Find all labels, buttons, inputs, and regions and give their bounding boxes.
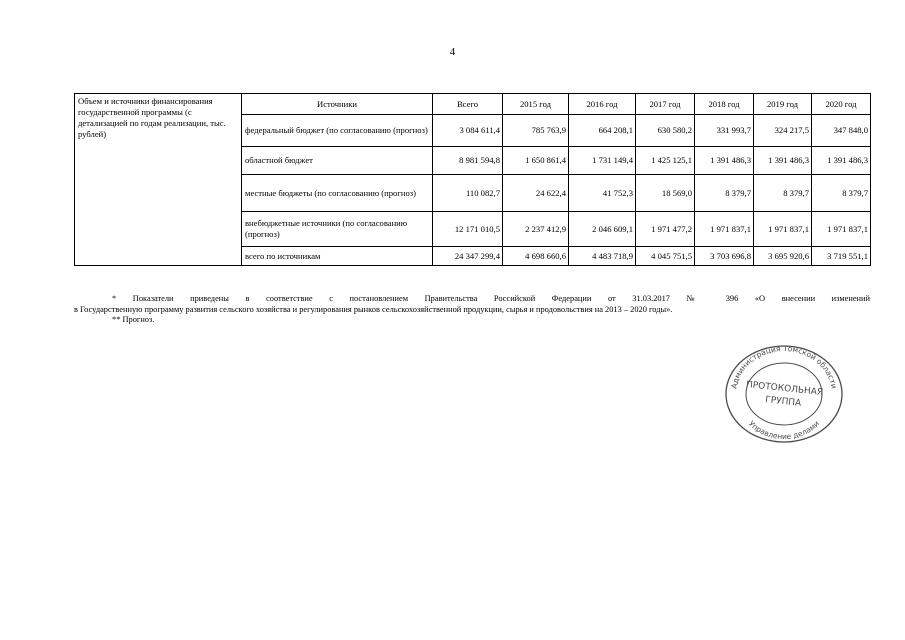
value-cell: 110 082,7 bbox=[433, 175, 503, 212]
page-number: 4 bbox=[449, 46, 456, 58]
value-cell: 4 483 718,9 bbox=[569, 247, 636, 266]
value-cell: 2 046 609,1 bbox=[569, 212, 636, 247]
value-cell: 2 237 412,9 bbox=[503, 212, 569, 247]
value-cell: 347 848,0 bbox=[812, 115, 871, 147]
source-cell: всего по источникам bbox=[242, 247, 433, 266]
value-cell: 18 569,0 bbox=[636, 175, 695, 212]
stamp-outer-top-text: Администрация Томской области bbox=[729, 344, 839, 390]
stamp-center-line-2: ГРУППА bbox=[764, 395, 802, 409]
value-cell: 4 045 751,5 bbox=[636, 247, 695, 266]
value-cell: 1 391 486,3 bbox=[812, 147, 871, 175]
footnote-2: ** Прогноз. bbox=[112, 315, 155, 324]
value-cell: 24 347 299,4 bbox=[433, 247, 503, 266]
column-header: Всего bbox=[433, 94, 503, 115]
protocol-group-stamp bbox=[724, 344, 844, 444]
value-cell: 8 379,7 bbox=[812, 175, 871, 212]
value-cell: 1 971 477,2 bbox=[636, 212, 695, 247]
footnote-1-line-1: * Показатели приведены в соответствие с постановлением Правительства Российской Федерации от 31.03.2017 № 396 «О внесении изменений bbox=[112, 294, 870, 303]
value-cell: 8 981 594,8 bbox=[433, 147, 503, 175]
value-cell: 3 084 611,4 bbox=[433, 115, 503, 147]
footnotes bbox=[74, 294, 870, 326]
value-cell: 8 379,7 bbox=[695, 175, 754, 212]
column-header: 2020 год bbox=[812, 94, 871, 115]
value-cell: 1 971 837,1 bbox=[812, 212, 871, 247]
column-header: Источники bbox=[242, 94, 433, 115]
source-cell: внебюджетные источники (по согласованию (прогноз) bbox=[242, 212, 433, 247]
value-cell: 331 993,7 bbox=[695, 115, 754, 147]
value-cell: 3 695 920,6 bbox=[754, 247, 812, 266]
value-cell: 1 391 486,3 bbox=[754, 147, 812, 175]
financing-table bbox=[74, 93, 871, 266]
value-cell: 3 703 696,8 bbox=[695, 247, 754, 266]
footnote-1-line-2: в Государственную программу развития сельского хозяйства и регулирования рынков сельскохозяйственной продукции, сырья и продовольствия на 2013 – 2020 годы». bbox=[74, 304, 673, 314]
column-header: 2018 год bbox=[695, 94, 754, 115]
value-cell: 3 719 551,1 bbox=[812, 247, 871, 266]
column-header: 2015 год bbox=[503, 94, 569, 115]
value-cell: 4 698 660,6 bbox=[503, 247, 569, 266]
value-cell: 324 217,5 bbox=[754, 115, 812, 147]
value-cell: 41 752,3 bbox=[569, 175, 636, 212]
value-cell: 8 379,7 bbox=[754, 175, 812, 212]
table-header-row bbox=[75, 94, 871, 115]
value-cell: 1 971 837,1 bbox=[695, 212, 754, 247]
stamp-outer-bottom-text: Управление делами bbox=[746, 419, 822, 442]
value-cell: 24 622,4 bbox=[503, 175, 569, 212]
value-cell: 1 391 486,3 bbox=[695, 147, 754, 175]
value-cell: 1 971 837,1 bbox=[754, 212, 812, 247]
value-cell: 664 208,1 bbox=[569, 115, 636, 147]
value-cell: 1 731 149,4 bbox=[569, 147, 636, 175]
column-header: 2019 год bbox=[754, 94, 812, 115]
column-header: 2016 год bbox=[569, 94, 636, 115]
value-cell: 12 171 010,5 bbox=[433, 212, 503, 247]
row-header-cell: Объем и источники финансирования государственной программы (с детализацией по годам реализации, тыс. рублей) bbox=[75, 94, 242, 266]
source-cell: областной бюджет bbox=[242, 147, 433, 175]
source-cell: федеральный бюджет (по согласованию (прогноз) bbox=[242, 115, 433, 147]
value-cell: 1 425 125,1 bbox=[636, 147, 695, 175]
column-header: 2017 год bbox=[636, 94, 695, 115]
value-cell: 630 580,2 bbox=[636, 115, 695, 147]
source-cell: местные бюджеты (по согласованию (прогноз) bbox=[242, 175, 433, 212]
stamp-center-line-1: ПРОТОКОЛЬНАЯ bbox=[745, 380, 824, 399]
value-cell: 785 763,9 bbox=[503, 115, 569, 147]
value-cell: 1 650 861,4 bbox=[503, 147, 569, 175]
